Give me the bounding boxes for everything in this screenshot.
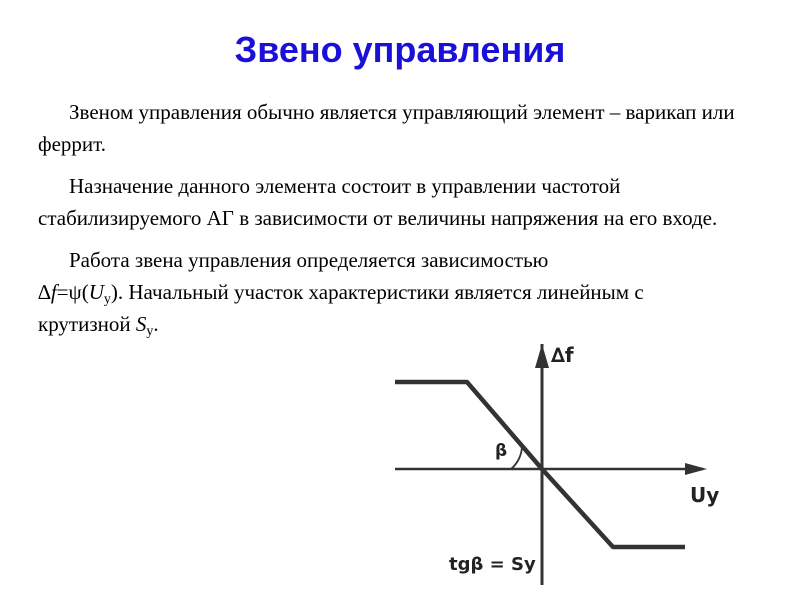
close-paren: ). — [110, 280, 124, 304]
equals-sign: = — [56, 280, 69, 304]
angle-label: β — [495, 441, 508, 461]
tangent-formula: tgβ = Sу — [449, 554, 536, 575]
delta-symbol: ∆ — [38, 280, 51, 304]
control-characteristic-graph — [385, 340, 720, 590]
voltage-symbol: U — [88, 280, 104, 304]
y-axis-label: ∆f — [551, 343, 574, 367]
x-axis-arrow — [685, 463, 707, 475]
psi-symbol: ψ — [68, 280, 82, 304]
frequency-symbol: f — [50, 280, 57, 304]
angle-arc — [511, 446, 522, 469]
paragraph-purpose: Назначение данного элемента состоит в управлении частотой стабилизируемого АГ в зависимости от величины напряжения на его входе. — [38, 174, 718, 230]
slope-subscript: у — [146, 324, 154, 339]
open-paren: ( — [81, 280, 89, 304]
dependency-text: Начальный участок характеристики является линейным с крутизной — [38, 280, 644, 336]
characteristic-curve — [395, 382, 685, 547]
y-axis-arrow — [535, 344, 549, 368]
x-axis-label: Uу — [690, 483, 720, 507]
sentence-end: . — [153, 312, 159, 336]
voltage-subscript: у — [103, 292, 111, 307]
slide-title: Звено управления — [234, 29, 566, 70]
paragraph-control-element: Звеном управления обычно является управляющий элемент – варикап или феррит. — [38, 100, 735, 156]
dependency-intro: Работа звена управления определяется зависимостью — [69, 248, 549, 272]
slide-body — [38, 96, 778, 350]
paragraph-dependency — [38, 244, 728, 340]
slope-symbol: S — [135, 312, 147, 336]
